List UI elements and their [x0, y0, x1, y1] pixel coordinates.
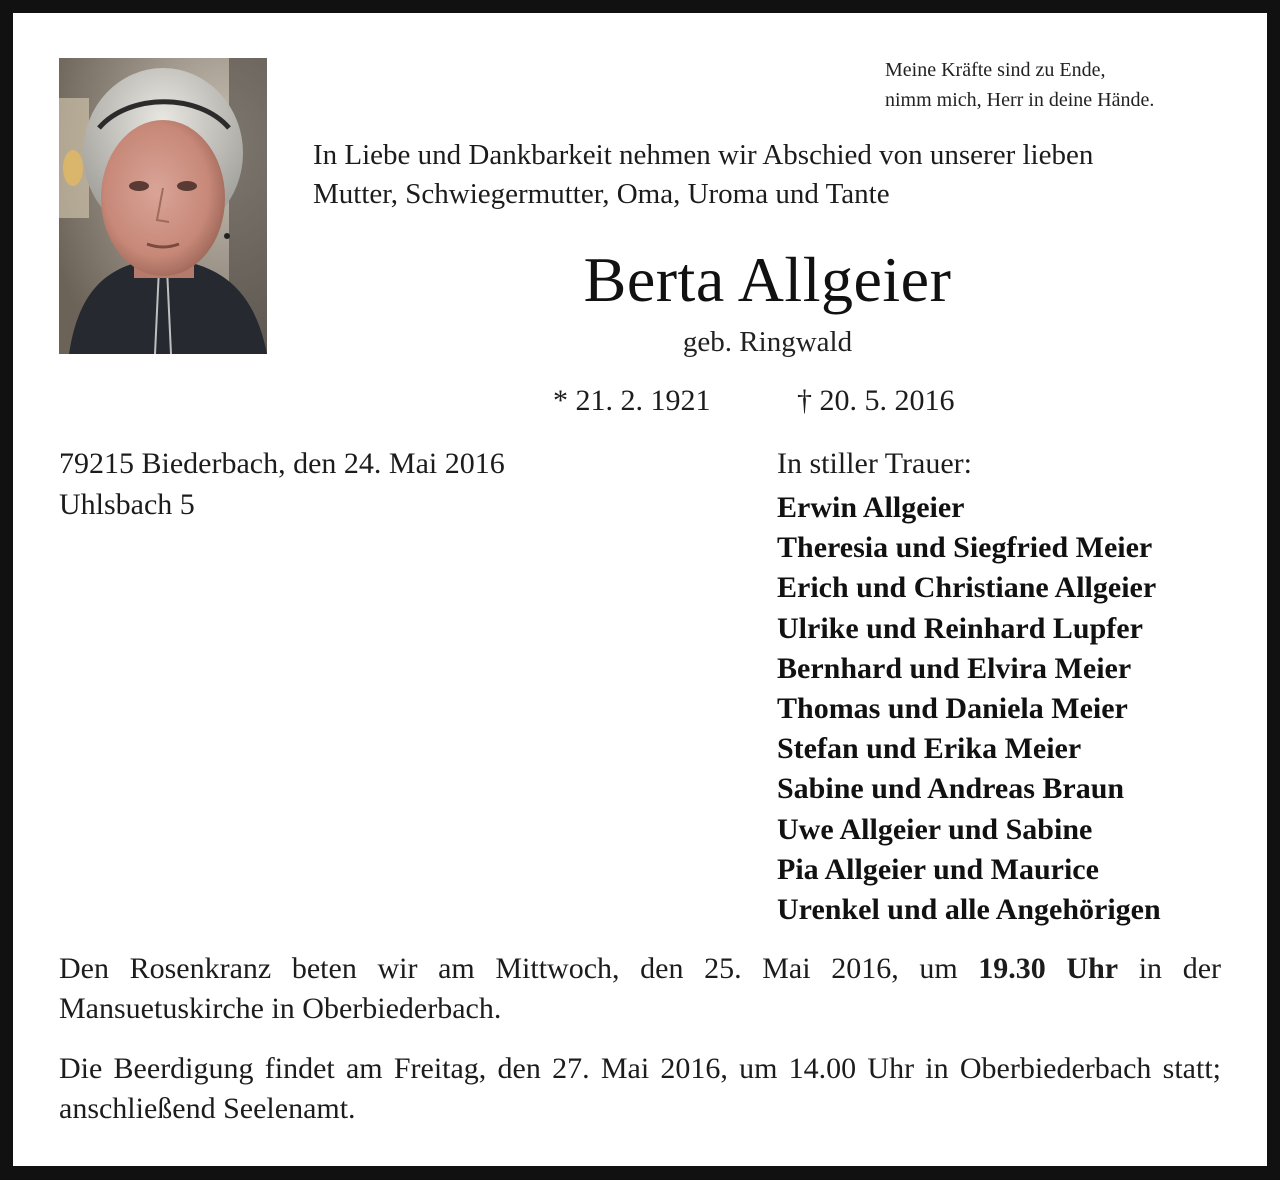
mourner-name: Bernhard und Elvira Meier — [777, 651, 1132, 685]
mourner-name: Thomas und Daniela Meier — [777, 692, 1128, 726]
mourner-name: Pia Allgeier und Maurice — [777, 852, 1099, 886]
address-line-1: 79215 Biederbach, den 24. Mai 2016 — [59, 447, 505, 480]
mourner-name: Urenkel und alle Angehörigen — [777, 893, 1161, 927]
rosary-notice — [59, 949, 1221, 1029]
intro-text — [313, 136, 1093, 214]
funeral-notice: Die Beerdigung findet am Freitag, den 27. Mai 2016, um 14.00 Uhr in Oberbiederbach statt; anschließend Seelenamt. — [59, 1052, 1221, 1125]
mourner-name: Sabine und Andreas Braun — [777, 772, 1125, 806]
mourning-heading: In stiller Trauer: — [777, 447, 972, 480]
motto-verse — [885, 55, 1154, 115]
mourner-name: Stefan und Erika Meier — [777, 732, 1082, 766]
maiden-name: geb. Ringwald — [682, 326, 853, 358]
mourner-name: Erwin Allgeier — [777, 491, 965, 524]
deceased-name: Berta Allgeier — [583, 244, 952, 315]
mourners-list — [777, 488, 1161, 930]
address-block — [59, 443, 505, 525]
intro-line-2: Mutter, Schwiegermutter, Oma, Uroma und Tante — [313, 178, 890, 210]
rosary-text-after: in der Mansuetuskirche in Oberbiederbach. — [59, 952, 1221, 1025]
mourner-name: Theresia und Siegfried Meier — [777, 531, 1153, 565]
intro-line-1: In Liebe und Dankbarkeit nehmen wir Abschied von unserer lieben — [313, 139, 1094, 171]
mourner-name: Ulrike und Reinhard Lupfer — [777, 611, 1143, 645]
birth-date: * 21. 2. 1921 — [553, 384, 711, 417]
motto-line-2: nimm mich, Herr in deine Hände. — [885, 89, 1155, 111]
address-line-2: Uhlsbach 5 — [59, 488, 195, 521]
mourner-name: Uwe Allgeier und Sabine — [777, 812, 1093, 846]
rosary-text-before: Den Rosenkranz beten wir am Mittwoch, den 25. Mai 2016, um — [59, 952, 979, 985]
rosary-time: 19.30 Uhr — [978, 952, 1119, 985]
motto-line-1: Meine Kräfte sind zu Ende, — [885, 59, 1106, 81]
death-date: † 20. 5. 2016 — [797, 384, 955, 417]
mourner-name: Erich und Christiane Allgeier — [777, 571, 1157, 605]
